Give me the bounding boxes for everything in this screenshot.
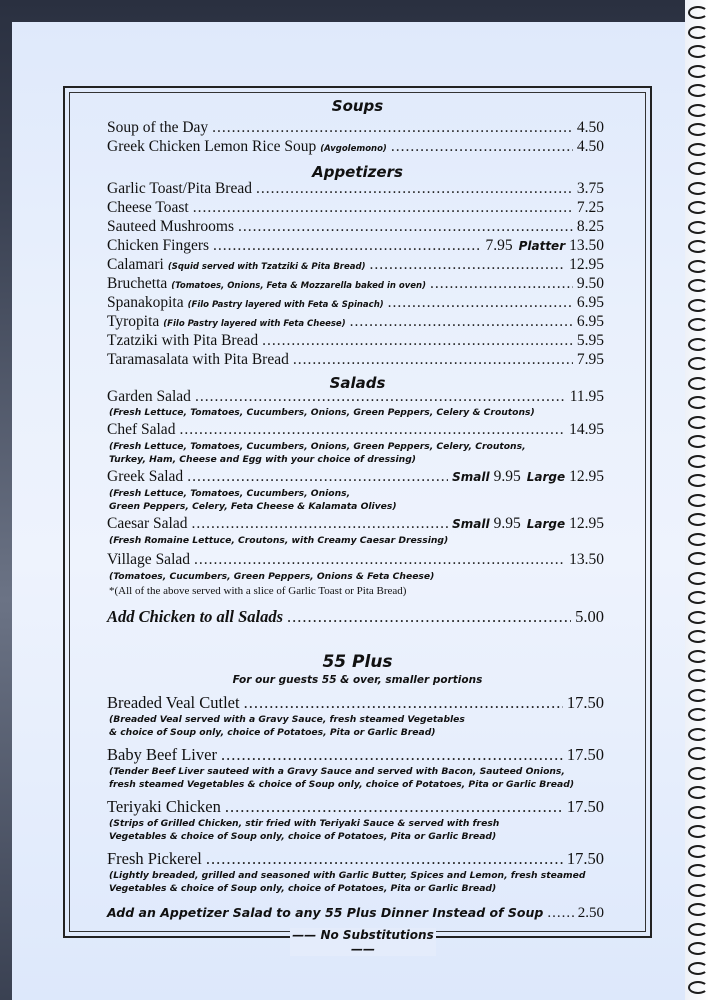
dot-leader bbox=[179, 421, 565, 439]
item-price: 4.50 bbox=[576, 138, 604, 155]
salad-footnote: *(All of the above served with a slice of Garlic Toast or Pita Bread) bbox=[109, 585, 407, 597]
section-heading-appetizers: Appetizers bbox=[312, 163, 403, 181]
small-price: 9.95 bbox=[493, 515, 521, 532]
dot-leader bbox=[191, 515, 448, 533]
small-label: Small bbox=[452, 470, 490, 484]
spiral-ring bbox=[688, 201, 708, 214]
spiral-ring bbox=[688, 786, 708, 799]
add-chicken-row bbox=[107, 607, 604, 627]
spiral-ring bbox=[688, 845, 708, 858]
menu-item bbox=[107, 199, 604, 217]
item-note: (Filo Pastry layered with Feta & Spinach) bbox=[187, 300, 384, 310]
item-description: (Tomatoes, Cucumbers, Green Peppers, Onions & Feta Cheese) bbox=[109, 571, 435, 582]
item-price: 17.50 bbox=[566, 745, 604, 764]
dot-leader bbox=[388, 294, 573, 312]
item-price: 7.95 bbox=[576, 351, 604, 368]
item-price: 7.25 bbox=[576, 199, 604, 216]
item-description: Turkey, Ham, Cheese and Egg with your choice of dressing) bbox=[109, 454, 416, 465]
spiral-ring bbox=[688, 455, 708, 468]
item-name: Tyropita bbox=[107, 313, 160, 330]
item-name: Add Chicken to all Salads bbox=[107, 607, 284, 626]
item-description: fresh steamed Vegetables & choice of Soup only, choice of Potatoes, Pita or Garlic Bread) bbox=[109, 779, 575, 790]
item-description: (Fresh Lettuce, Tomatoes, Cucumbers, Onions, Green Peppers, Celery, Croutons, bbox=[109, 441, 526, 452]
small-price: 9.95 bbox=[493, 468, 521, 485]
menu-item bbox=[107, 275, 604, 293]
spiral-ring bbox=[688, 533, 708, 546]
dot-leader bbox=[193, 199, 573, 217]
spiral-ring bbox=[688, 338, 708, 351]
menu-item bbox=[107, 515, 604, 533]
spiral-ring bbox=[688, 104, 708, 117]
spiral-ring bbox=[688, 474, 708, 487]
item-description: (Tender Beef Liver sauteed with a Gravy Sauce and served with Bacon, Sauteed Onions, bbox=[109, 766, 565, 777]
item-name: Chicken Fingers bbox=[107, 237, 210, 254]
dot-leader bbox=[213, 237, 481, 255]
menu-item bbox=[107, 313, 604, 331]
item-price: 11.95 bbox=[569, 388, 604, 405]
spiral-ring bbox=[688, 981, 708, 994]
dot-leader bbox=[391, 138, 573, 156]
item-name: Tzatziki with Pita Bread bbox=[107, 332, 259, 349]
item-note: (Tomatoes, Onions, Feta & Mozzarella baked in oven) bbox=[171, 281, 426, 291]
section-heading-55-plus: 55 Plus bbox=[322, 652, 393, 672]
spiral-ring bbox=[688, 767, 708, 780]
dot-leader bbox=[244, 693, 563, 713]
spiral-binding bbox=[685, 0, 709, 1000]
item-description: (Fresh Romaine Lettuce, Croutons, with Creamy Caesar Dressing) bbox=[109, 535, 449, 546]
item-price: 3.75 bbox=[576, 180, 604, 197]
spiral-ring bbox=[688, 630, 708, 643]
item-name: Baby Beef Liver bbox=[107, 745, 217, 764]
spiral-ring bbox=[688, 182, 708, 195]
item-price: 5.95 bbox=[576, 332, 604, 349]
dot-leader bbox=[187, 468, 448, 486]
spiral-ring bbox=[688, 162, 708, 175]
spiral-ring bbox=[688, 357, 708, 370]
menu-item bbox=[107, 237, 604, 255]
spiral-ring bbox=[688, 942, 708, 955]
dot-leader bbox=[287, 607, 571, 627]
dot-leader bbox=[350, 313, 573, 331]
spiral-ring bbox=[688, 279, 708, 292]
dot-leader bbox=[262, 332, 573, 350]
item-note: (Avgolemono) bbox=[320, 144, 387, 154]
menu-item bbox=[107, 797, 604, 817]
spiral-ring bbox=[688, 318, 708, 331]
spiral-ring bbox=[688, 260, 708, 273]
menu-item bbox=[107, 294, 604, 312]
menu-item bbox=[107, 351, 604, 369]
item-name: Calamari bbox=[107, 256, 164, 273]
dot-leader bbox=[547, 905, 573, 922]
item-price: 5.00 bbox=[575, 607, 604, 626]
item-price: 14.95 bbox=[569, 421, 604, 438]
spiral-ring bbox=[688, 221, 708, 234]
item-name: Garlic Toast/Pita Bread bbox=[107, 180, 252, 197]
spiral-ring bbox=[688, 923, 708, 936]
item-name: Garden Salad bbox=[107, 388, 191, 405]
spiral-ring bbox=[688, 26, 708, 39]
dot-leader bbox=[256, 180, 573, 198]
item-name: Fresh Pickerel bbox=[107, 849, 202, 868]
item-name: Breaded Veal Cutlet bbox=[107, 693, 240, 712]
item-price: 6.95 bbox=[576, 294, 604, 311]
item-price: 6.95 bbox=[576, 313, 604, 330]
spiral-ring bbox=[688, 806, 708, 819]
spiral-ring bbox=[688, 377, 708, 390]
dot-leader bbox=[238, 218, 573, 236]
large-label: Large bbox=[526, 470, 566, 484]
item-name: Spanakopita bbox=[107, 294, 184, 311]
spiral-ring bbox=[688, 962, 708, 975]
menu-item bbox=[107, 180, 604, 198]
spiral-ring bbox=[688, 65, 708, 78]
menu-item bbox=[107, 388, 604, 406]
item-name: Bruchetta bbox=[107, 275, 168, 292]
dot-leader bbox=[293, 351, 573, 369]
spiral-ring bbox=[688, 708, 708, 721]
section-heading-soups: Soups bbox=[331, 97, 384, 115]
spiral-ring bbox=[688, 494, 708, 507]
spiral-ring bbox=[688, 552, 708, 565]
item-price: 17.50 bbox=[566, 849, 604, 868]
section-subheading-55-plus: For our guests 55 & over, smaller portions bbox=[232, 674, 483, 686]
large-price: 12.95 bbox=[569, 515, 604, 532]
spiral-ring bbox=[688, 864, 708, 877]
item-name: Teriyaki Chicken bbox=[107, 797, 221, 816]
item-name: Caesar Salad bbox=[107, 515, 188, 532]
item-price: 4.50 bbox=[576, 119, 604, 136]
menu-item bbox=[107, 421, 604, 439]
item-price: 17.50 bbox=[566, 693, 604, 712]
spiral-ring bbox=[688, 45, 708, 58]
spiral-ring bbox=[688, 299, 708, 312]
item-price: 12.95 bbox=[569, 256, 604, 273]
dot-leader bbox=[195, 388, 566, 406]
item-name: Greek Salad bbox=[107, 468, 184, 485]
menu-item bbox=[107, 551, 604, 569]
item-name: Cheese Toast bbox=[107, 199, 189, 216]
item-price: 9.50 bbox=[576, 275, 604, 292]
large-label: Large bbox=[526, 517, 566, 531]
menu-item bbox=[107, 693, 604, 713]
spiral-ring bbox=[688, 396, 708, 409]
spiral-ring bbox=[688, 572, 708, 585]
spiral-ring bbox=[688, 435, 708, 448]
item-description: Green Peppers, Celery, Feta Cheese & Kalamata Olives) bbox=[109, 501, 397, 512]
item-price: 17.50 bbox=[566, 797, 604, 816]
item-name: Add an Appetizer Salad to any 55 Plus Dinner Instead of Soup bbox=[107, 905, 544, 920]
menu-item bbox=[107, 256, 604, 274]
item-description: & choice of Soup only, choice of Potatoes, Pita or Garlic Bread) bbox=[109, 727, 436, 738]
menu-item bbox=[107, 138, 604, 156]
item-price: 8.25 bbox=[576, 218, 604, 235]
dot-leader bbox=[225, 797, 563, 817]
add-salad-row bbox=[107, 905, 604, 922]
large-price: 12.95 bbox=[569, 468, 604, 485]
item-note: (Filo Pastry layered with Feta Cheese) bbox=[163, 319, 346, 329]
item-description: Vegetables & choice of Soup only, choice of Potatoes, Pita or Garlic Bread) bbox=[109, 883, 497, 894]
spiral-ring bbox=[688, 825, 708, 838]
no-substitutions-note: —— No Substitutions —— bbox=[290, 928, 436, 956]
no-substitutions-text: No Substitutions bbox=[320, 928, 434, 942]
item-description: Vegetables & choice of Soup only, choice of Potatoes, Pita or Garlic Bread) bbox=[109, 831, 497, 842]
item-name: Soup of the Day bbox=[107, 119, 209, 136]
item-name: Chef Salad bbox=[107, 421, 176, 438]
spiral-ring bbox=[688, 650, 708, 663]
item-description: (Lightly breaded, grilled and seasoned with Garlic Butter, Spices and Lemon, fresh steamed bbox=[109, 870, 586, 881]
spiral-ring bbox=[688, 84, 708, 97]
item-description: (Fresh Lettuce, Tomatoes, Cucumbers, Onions, bbox=[109, 488, 351, 499]
spiral-ring bbox=[688, 591, 708, 604]
dot-leader bbox=[206, 849, 563, 869]
dot-leader bbox=[221, 745, 563, 765]
menu-item bbox=[107, 218, 604, 236]
spiral-ring bbox=[688, 6, 708, 19]
item-description: (Breaded Veal served with a Gravy Sauce, fresh steamed Vegetables bbox=[109, 714, 465, 725]
spiral-ring bbox=[688, 903, 708, 916]
item-name: Greek Chicken Lemon Rice Soup bbox=[107, 138, 317, 155]
small-label: Small bbox=[452, 517, 490, 531]
spiral-ring bbox=[688, 123, 708, 136]
dot-leader bbox=[369, 256, 565, 274]
spiral-ring bbox=[688, 611, 708, 624]
dot-leader bbox=[430, 275, 573, 293]
spiral-ring bbox=[688, 884, 708, 897]
spiral-ring bbox=[688, 669, 708, 682]
spiral-ring bbox=[688, 240, 708, 253]
menu-item bbox=[107, 468, 604, 486]
item-description: (Fresh Lettuce, Tomatoes, Cucumbers, Onions, Green Peppers, Celery & Croutons) bbox=[109, 407, 535, 418]
spiral-ring bbox=[688, 143, 708, 156]
menu-item bbox=[107, 332, 604, 350]
item-name: Village Salad bbox=[107, 551, 191, 568]
section-heading-salads: Salads bbox=[329, 374, 386, 392]
dot-leader bbox=[194, 551, 565, 569]
item-note: (Squid served with Tzatziki & Pita Bread) bbox=[167, 262, 366, 272]
item-price: 13.50 bbox=[569, 551, 604, 568]
item-description: (Strips of Grilled Chicken, stir fried with Teriyaki Sauce & served with fresh bbox=[109, 818, 500, 829]
item-price: 2.50 bbox=[577, 905, 604, 921]
dot-leader bbox=[212, 119, 573, 137]
item-price: 7.95 bbox=[485, 237, 513, 254]
menu-item bbox=[107, 745, 604, 765]
spiral-ring bbox=[688, 728, 708, 741]
menu-item bbox=[107, 849, 604, 869]
menu-item bbox=[107, 119, 604, 137]
item-name: Taramasalata with Pita Bread bbox=[107, 351, 289, 368]
item-name: Sauteed Mushrooms bbox=[107, 218, 235, 235]
spiral-ring bbox=[688, 689, 708, 702]
spiral-ring bbox=[688, 416, 708, 429]
spiral-ring bbox=[688, 747, 708, 760]
platter-label: Platter bbox=[518, 239, 566, 253]
platter-price: 13.50 bbox=[569, 237, 604, 254]
spiral-ring bbox=[688, 513, 708, 526]
